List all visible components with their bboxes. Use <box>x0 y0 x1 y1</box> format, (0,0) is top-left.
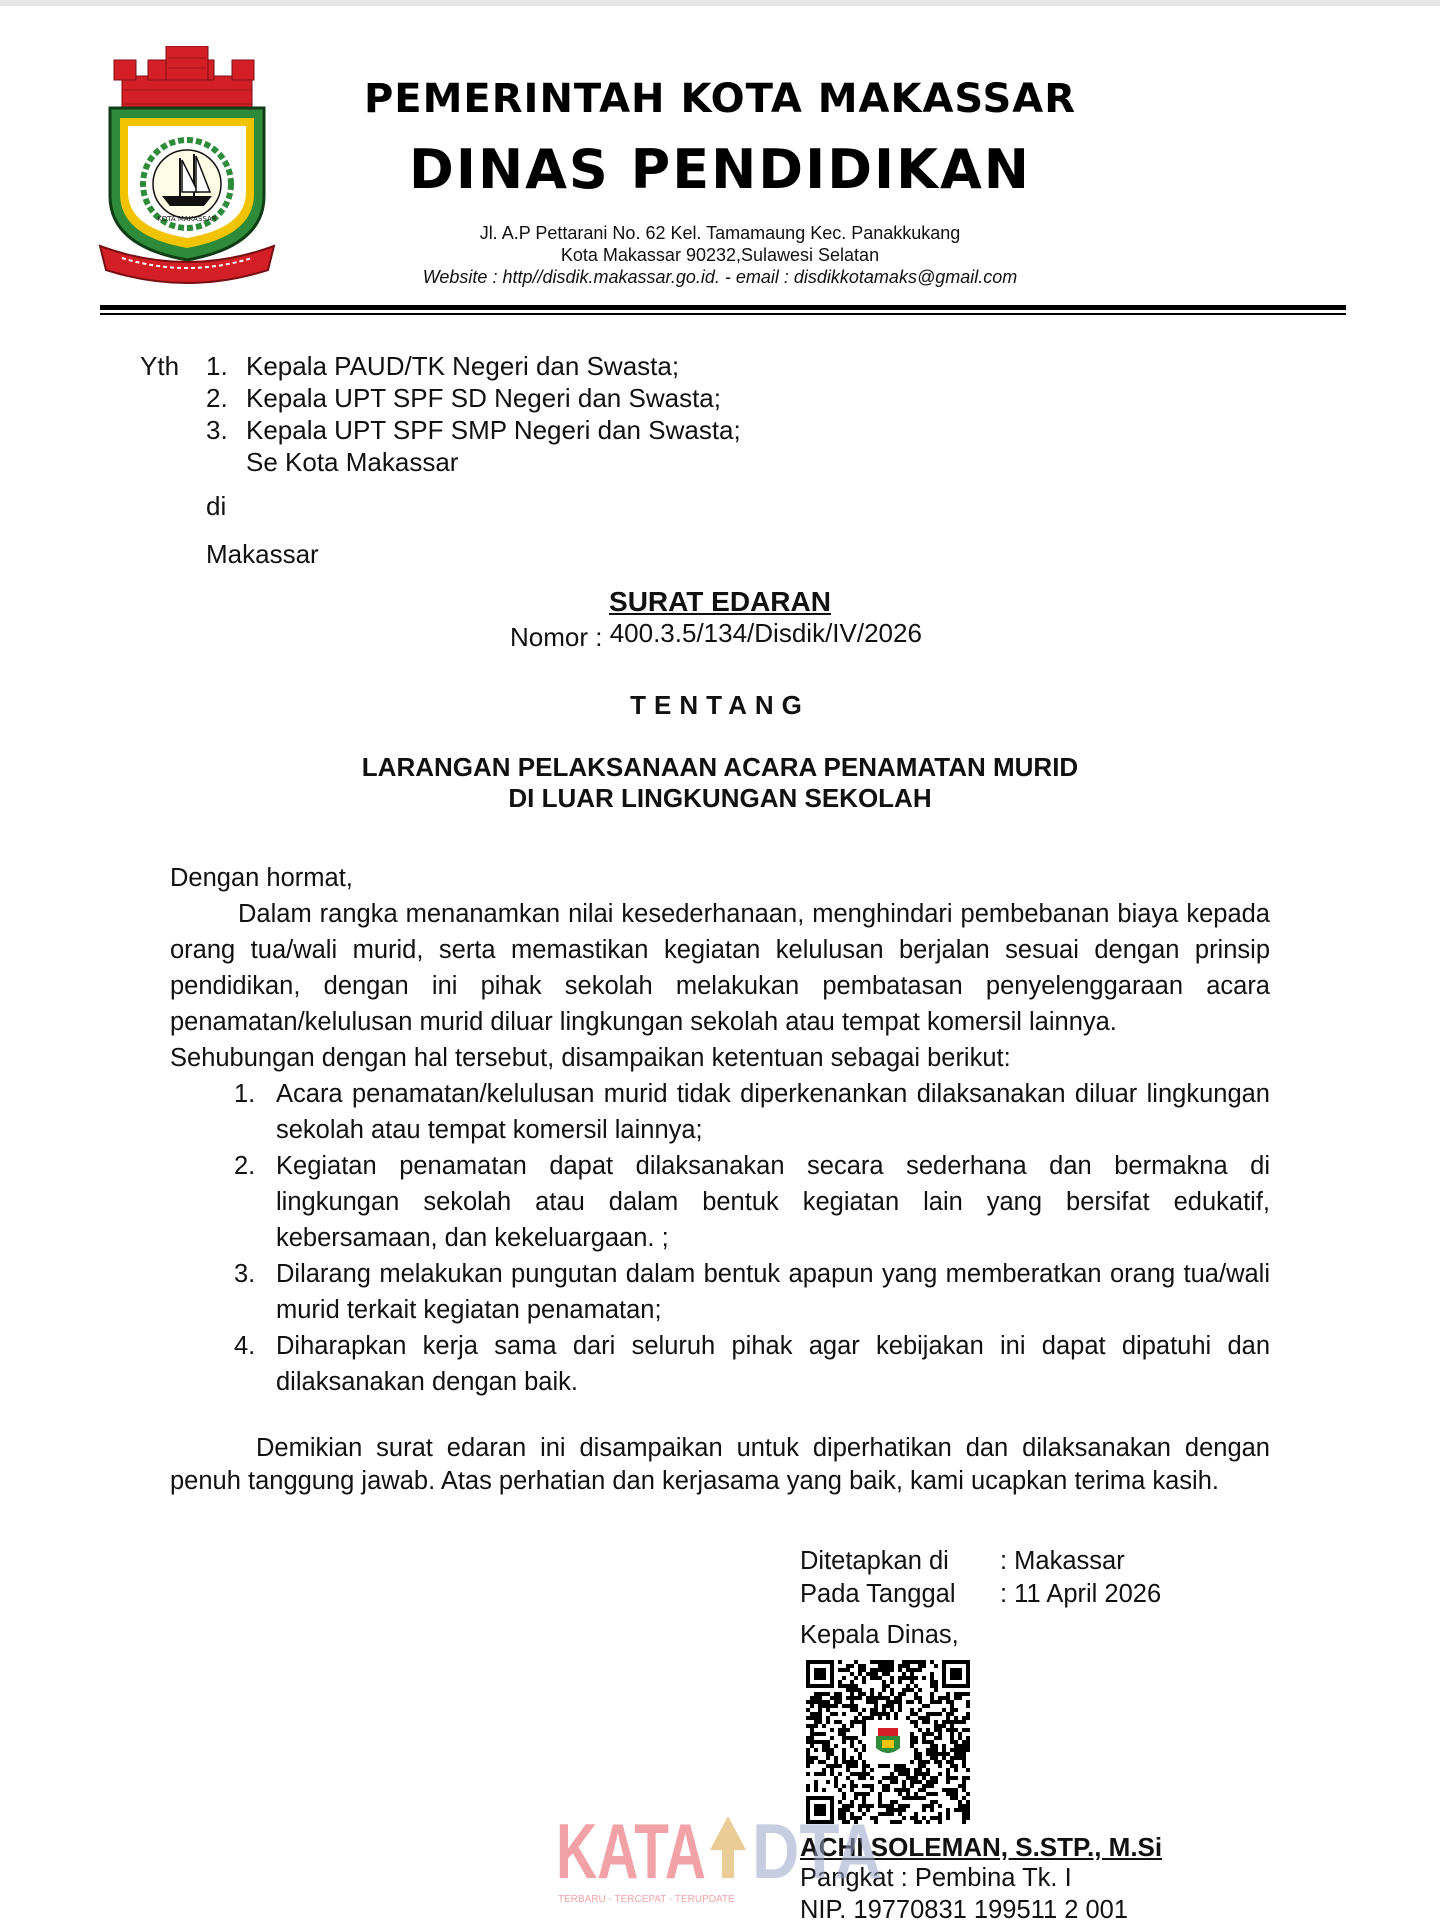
signer-name: ACHI SOLEMAN, S.STP., M.Si <box>800 1832 1163 1862</box>
government-name: PEMERINTAH KOTA MAKASSAR <box>363 76 1077 122</box>
svg-text:DTA: DTA <box>752 1810 882 1895</box>
website-email-line: Website : http//disdik.makassar.go.id. - email : disdikkotamaks@gmail.com <box>422 267 1018 287</box>
letterhead-address <box>360 222 1080 288</box>
issued-date-row: Pada Tanggal : 11 April 2026 <box>800 1580 1162 1608</box>
signer-rank: Pangkat : Pembina Tk. I <box>800 1864 1072 1892</box>
agency-name: DINAS PENDIDIKAN <box>409 138 1031 201</box>
greeting: Dengan hormat, <box>170 864 353 892</box>
closing-paragraph: Demikian surat edaran ini disampaikan untuk diperhatikan dan dilaksanakan dengan penuh tanggung jawab. Atas perhatian dan kerjasama yang baik, kami ucapkan terima kasih. <box>170 1434 1270 1495</box>
document-title: SURAT EDARAN <box>609 586 831 617</box>
katadata-watermark-logo <box>556 1810 886 1910</box>
list-item: 1. Acara penamatan/kelulusan murid tidak diperkenankan dilaksanakan diluar lingkungan sekolah atau tempat komersil lainnya; <box>234 1080 1270 1144</box>
provisions-lead: Sehubungan dengan hal tersebut, disampaikan ketentuan sebagai berikut: <box>170 1044 1011 1072</box>
signer-position: Kepala Dinas, <box>800 1621 959 1649</box>
qr-code-icon <box>806 1660 970 1824</box>
subject-line-1: LARANGAN PELAKSANAAN ACARA PENAMATAN MURID <box>361 752 1079 782</box>
intro-paragraph: Dalam rangka menanamkan nilai kesederhanaan, menghindari pembebanan biaya kepada orang tua/wali murid, serta memastikan kegiatan kelulusan berjalan sesuai dengan prinsip pendidikan, dengan ini pihak sekolah melakukan pembatasan penyelenggaraan acara penamatan/kelulusan murid diluar lingkungan sekolah atau tempat komersil lainnya. <box>170 900 1270 1036</box>
nomor-label: Nomor : <box>510 622 603 652</box>
signer-nip: NIP. 19770831 199511 2 001 <box>800 1896 1129 1920</box>
list-item: 4. Diharapkan kerja sama dari seluruh pihak agar kebijakan ini dapat dipatuhi dan dilaksanakan dengan baik. <box>234 1332 1270 1396</box>
subject-line-2: DI LUAR LINGKUNGAN SEKOLAH <box>508 783 932 813</box>
address-line-2: Kota Makassar 90232,Sulawesi Selatan <box>560 245 880 265</box>
recipient-item: 3. Kepala UPT SPF SMP Negeri dan Swasta; <box>206 415 741 445</box>
addressee-place: Makassar <box>206 539 319 569</box>
top-border <box>0 0 1440 6</box>
di-label: di <box>206 491 227 521</box>
svg-text:TERBARU - TERCEPAT - TERUPDATE: TERBARU - TERCEPAT - TERUPDATE <box>558 1894 735 1905</box>
recipient-scope: Se Kota Makassar <box>246 447 459 477</box>
address-line-1: Jl. A.P Pettarani No. 62 Kel. Tamamaung Kec. Panakkukang <box>479 223 961 243</box>
letter-body <box>170 860 1270 1498</box>
issuance-details <box>800 1545 1161 1611</box>
svg-text:KOTA MAKASSAR: KOTA MAKASSAR <box>157 215 217 223</box>
yth-label: Yth <box>140 351 180 381</box>
issued-place-row: Ditetapkan di : Makassar <box>800 1547 1125 1575</box>
nomor-value: 400.3.5/134/Disdik/IV/2026 <box>609 618 922 648</box>
tentang-heading: TENTANG <box>630 690 810 720</box>
letterhead-rule-thin <box>100 313 1346 315</box>
letterhead-rule-thick <box>100 305 1346 310</box>
document-number <box>510 618 922 653</box>
makassar-city-emblem-icon <box>92 46 282 286</box>
recipient-item: 1. Kepala PAUD/TK Negeri dan Swasta; <box>206 351 680 381</box>
recipient-list <box>206 350 741 478</box>
recipient-item: 2. Kepala UPT SPF SD Negeri dan Swasta; <box>206 383 721 413</box>
provisions-list <box>234 1076 1270 1400</box>
svg-text:KATA: KATA <box>556 1810 706 1895</box>
list-item: 2. Kegiatan penamatan dapat dilaksanakan secara sederhana dan bermakna di lingkungan sekolah atau dalam bentuk kegiatan lain yang bersifat edukatif, kebersamaan, dan kekeluargaan. ; <box>234 1152 1270 1252</box>
subject-heading <box>0 752 1440 814</box>
list-item: 3. Dilarang melakukan pungutan dalam bentuk apapun yang memberatkan orang tua/wali murid terkait kegiatan penamatan; <box>234 1260 1270 1324</box>
